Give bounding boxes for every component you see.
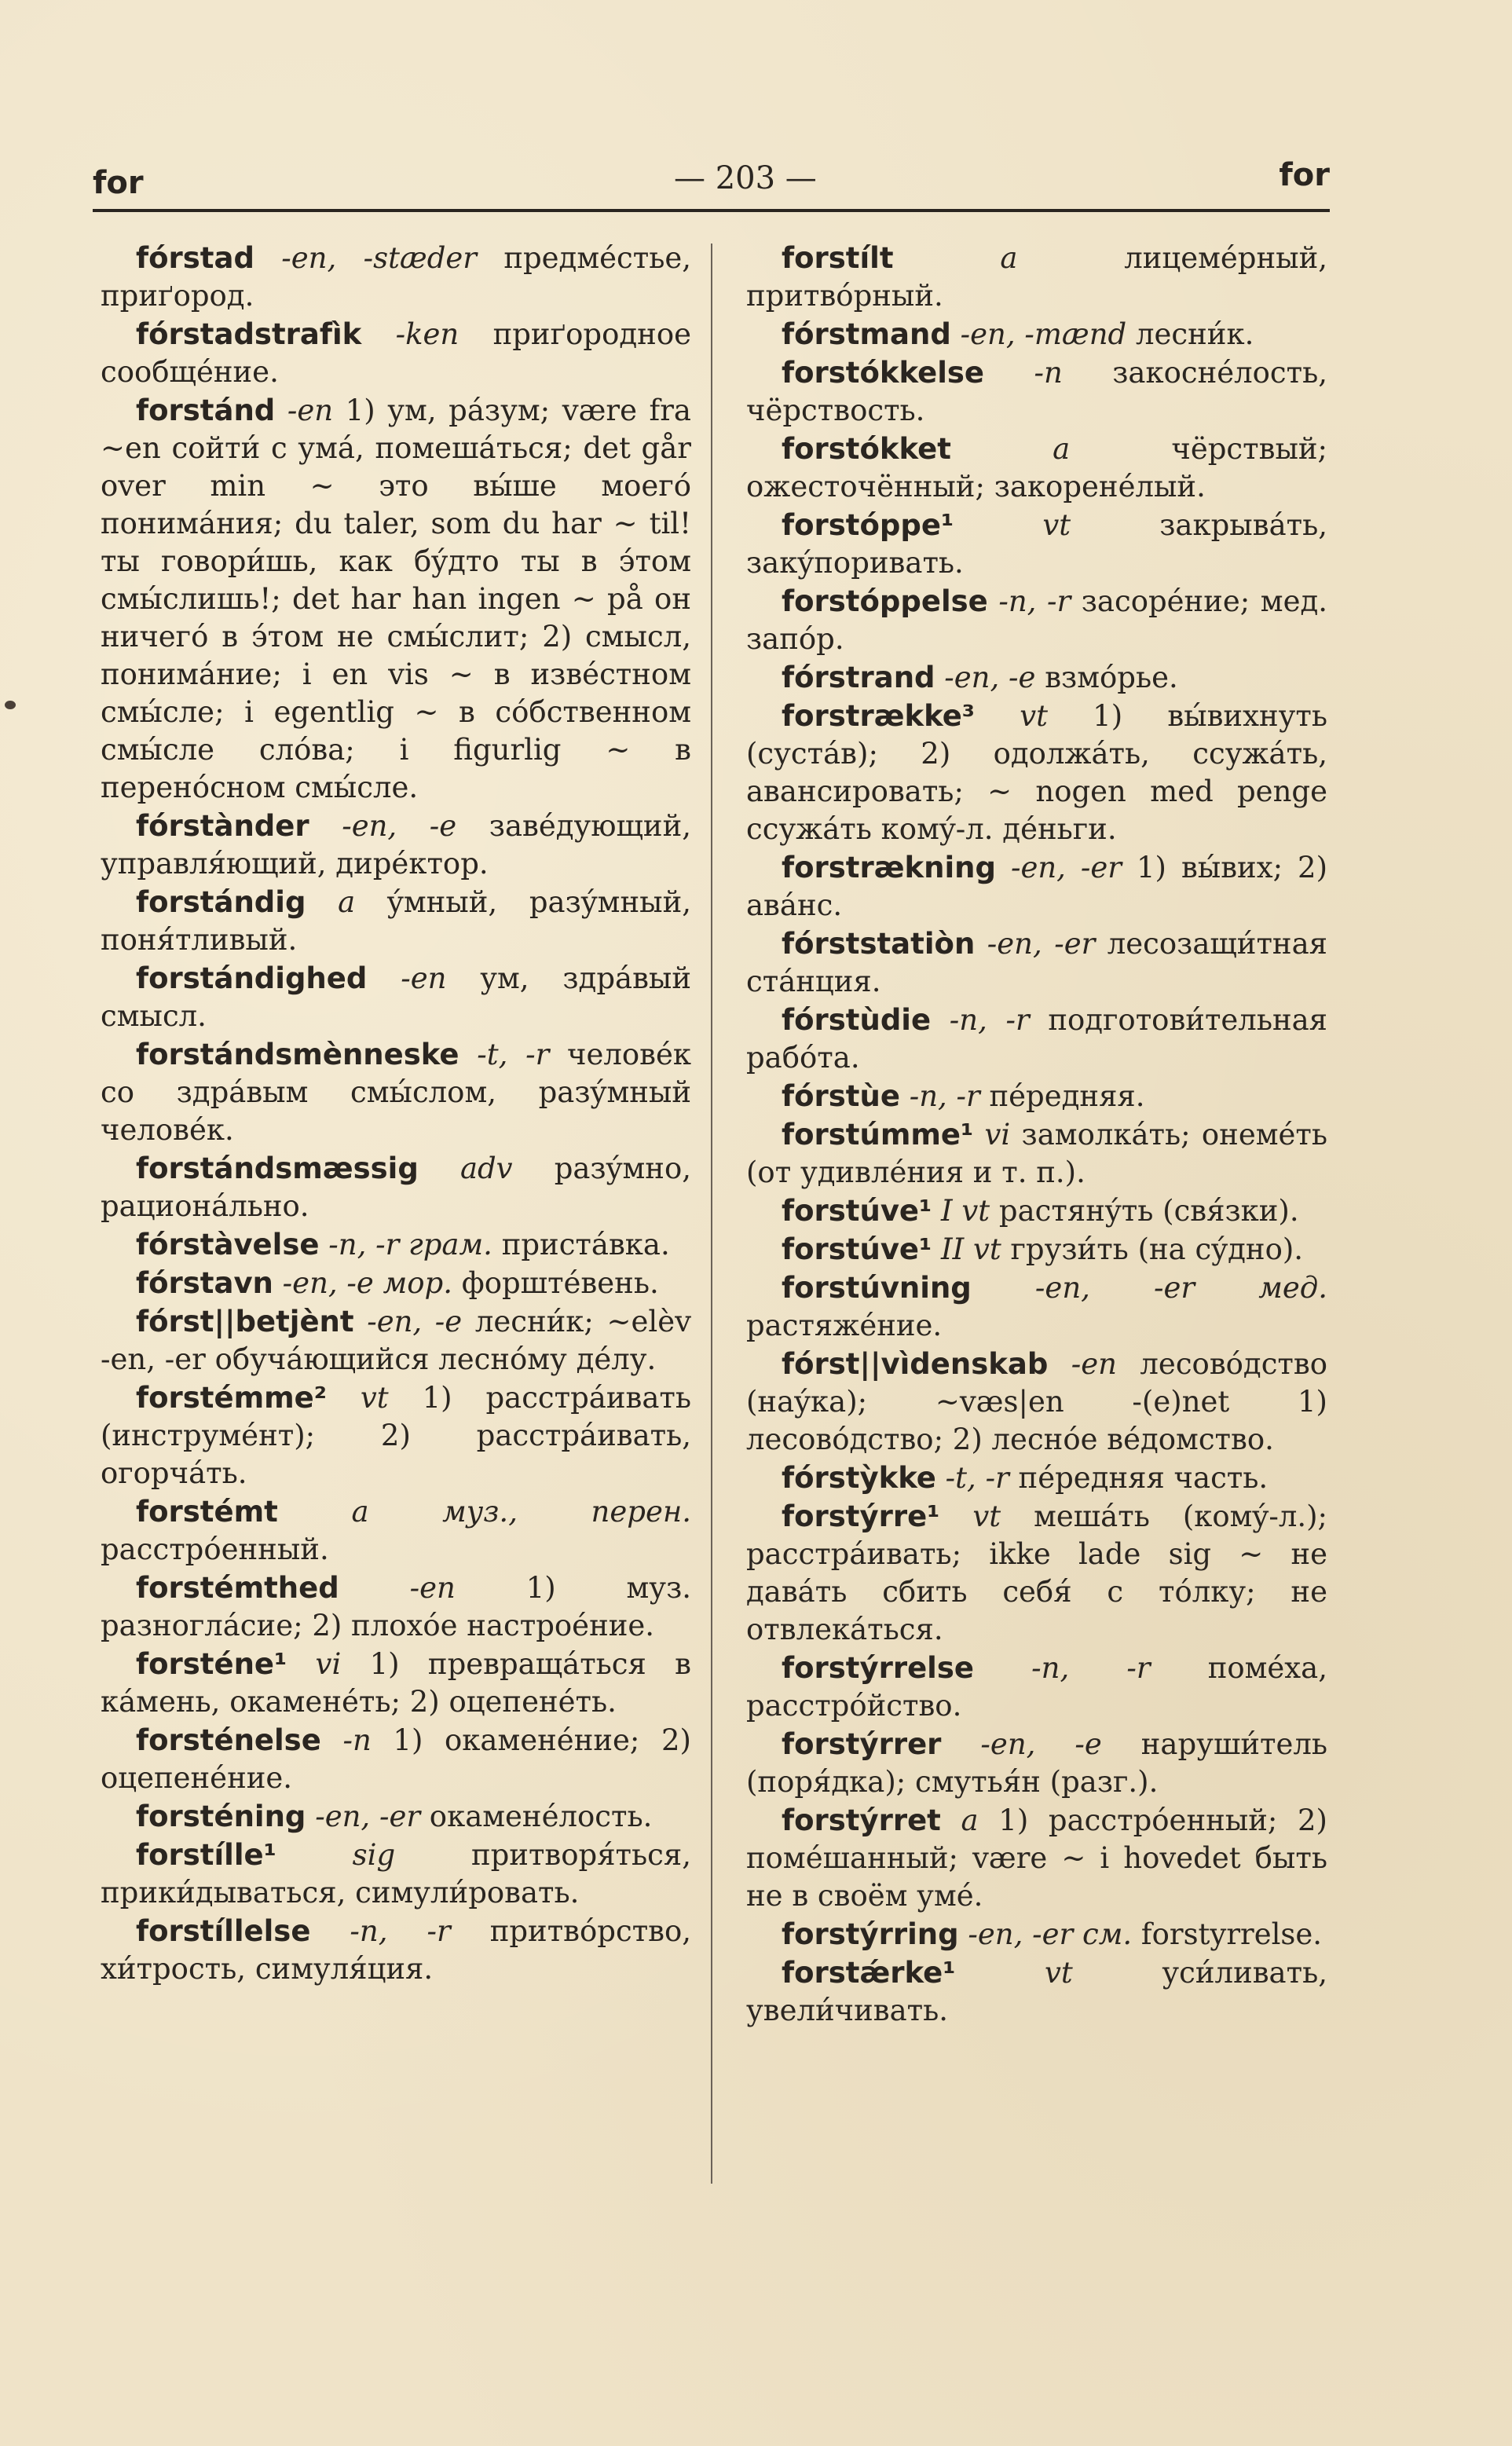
entry-definition: наруши́тель (поря́дка); смутья́н (разг.).	[746, 1727, 1328, 1799]
dictionary-entry	[101, 1150, 691, 1225]
entry-grammar: -en, -stæder	[281, 241, 477, 275]
dictionary-entry	[746, 1346, 1327, 1459]
entry-grammar: -en, -er	[315, 1800, 421, 1833]
entry-definition: окаменéлость.	[429, 1800, 653, 1833]
entry-definition: 1) расстрóенный; 2) помéшанный; være ~ i hovedet быть не в своём умé.	[746, 1803, 1327, 1913]
header-right-guideword: for	[1279, 157, 1330, 193]
entry-definition: завéдующий, управля́ющий, дирéктор.	[101, 809, 691, 881]
dictionary-entry	[101, 1646, 691, 1721]
entry-definition: 1) вы́вихнуть (сустáв); 2) одолжáть, ссужáть, авансировать; ~ nogen med penge ссужáть комý-л. дéньги.	[746, 699, 1328, 846]
entry-headword: fórstrand	[782, 661, 935, 694]
entry-definition: ýмный, разýмный, поня́тливый.	[101, 885, 691, 957]
entry-headword: forsténing	[136, 1800, 306, 1833]
entry-headword: forstýrre¹	[782, 1499, 940, 1533]
entry-grammar: a	[338, 885, 356, 919]
entry-grammar: -en, -e	[367, 1305, 463, 1338]
header-rule	[93, 209, 1330, 212]
entry-headword: forstýrrer	[782, 1727, 942, 1761]
dictionary-entry	[101, 1226, 691, 1264]
entry-headword: forstándig	[136, 885, 306, 919]
entry-grammar: -en, -er мед.	[1034, 1271, 1328, 1305]
dictionary-entry	[101, 1379, 691, 1492]
entry-headword: forstándighed	[136, 961, 368, 995]
entry-grammar: vt	[1020, 699, 1048, 733]
entry-definition: закоснéлость, чёрствость.	[746, 356, 1327, 427]
entry-grammar: adv	[459, 1152, 513, 1185]
entry-definition: засорéние; мед. запóр.	[746, 584, 1328, 656]
entry-headword: forstóppelse	[782, 584, 988, 618]
entry-grammar: -en, -er см.	[968, 1917, 1133, 1951]
entry-headword: forstóppe¹	[782, 508, 954, 542]
entry-headword: forstókkelse	[782, 356, 985, 390]
entry-definition: ум, здрáвый смысл.	[101, 961, 692, 1033]
entry-definition: лесни́к; ~elèv -en, -er обучáющийся леснóму дéлу.	[101, 1305, 692, 1376]
entry-grammar: -en, -e	[944, 661, 1036, 694]
entry-definition: грузи́ть (на сýдно).	[1010, 1232, 1304, 1266]
entry-headword: forstúmme¹	[782, 1118, 974, 1152]
dictionary-entry	[746, 1269, 1327, 1345]
dictionary-entry	[101, 240, 691, 315]
entry-headword: fórst||betjènt	[136, 1305, 354, 1338]
dictionary-entry	[101, 392, 691, 807]
entry-headword: fórstadstrafìk	[136, 317, 362, 351]
dictionary-entry	[746, 925, 1327, 1001]
dictionary-entry	[101, 1836, 691, 1912]
dictionary-entry	[101, 884, 691, 959]
entry-headword: fórstmand	[782, 317, 951, 351]
dictionary-entry	[746, 583, 1327, 658]
entry-grammar: vt	[1045, 1956, 1073, 1990]
entry-grammar: -en, -e	[342, 809, 457, 843]
dictionary-entry	[101, 1913, 691, 1988]
dictionary-entry	[101, 1303, 691, 1379]
entry-grammar: sig	[352, 1838, 396, 1872]
dictionary-entry	[101, 807, 691, 883]
dictionary-entry	[746, 1954, 1327, 2030]
entry-grammar: -n, -r	[1031, 1651, 1151, 1685]
entry-headword: forstýrret	[782, 1803, 941, 1837]
column-divider	[711, 244, 712, 2184]
page-number: — 203 —	[674, 160, 817, 196]
entry-grammar: -t, -r	[477, 1038, 550, 1071]
entry-definition: лицемéрный, притвóрный.	[746, 241, 1327, 313]
entry-grammar: I vt	[941, 1194, 990, 1228]
entry-grammar: -en	[1071, 1347, 1117, 1381]
left-column	[101, 240, 691, 1989]
dictionary-entry	[101, 1036, 691, 1149]
entry-headword: forsténe¹	[136, 1647, 287, 1681]
entry-definition: лесозащи́тная стáнция.	[746, 927, 1327, 998]
entry-definition: лесовóдство (наýка); ~væs|en -(e)net 1) лесовóдство; 2) леснóе вéдомство.	[746, 1347, 1328, 1456]
entry-grammar: -en	[287, 394, 334, 427]
entry-grammar: -en, -e мор.	[282, 1266, 452, 1300]
entry-grammar: a	[1053, 432, 1071, 466]
entry-grammar: vi	[984, 1118, 1011, 1152]
entry-headword: fórstànder	[136, 809, 309, 843]
entry-definition: уси́ливать, увели́чивать.	[746, 1956, 1327, 2027]
entry-definition: замолкáть; онемéть (от удивлéния и т. п.).	[746, 1118, 1328, 1189]
entry-definition: взмóрье.	[1045, 661, 1178, 694]
entry-grammar: vt	[360, 1381, 389, 1415]
dictionary-entry	[101, 1722, 691, 1797]
dictionary-entry	[746, 1802, 1327, 1915]
dictionary-entry	[746, 1916, 1327, 1954]
entry-definition: предмéстье, приґород.	[101, 241, 692, 313]
entry-definition: лесни́к.	[1136, 317, 1254, 351]
entry-headword: forstíllelse	[136, 1914, 311, 1948]
entry-grammar: a	[1000, 241, 1018, 275]
entry-headword: fórstùe	[782, 1079, 900, 1113]
margin-speck	[5, 701, 16, 709]
entry-grammar: -n	[342, 1723, 372, 1757]
dictionary-entry	[746, 507, 1327, 582]
page-header	[93, 157, 1330, 212]
entry-headword: forstílt	[782, 241, 894, 275]
entry-definition: пéредняя часть.	[1018, 1461, 1269, 1495]
entry-headword: forstýrring	[782, 1917, 959, 1951]
entry-headword: forstémthed	[136, 1571, 339, 1605]
dictionary-entry	[746, 1192, 1327, 1230]
entry-grammar: -n, -r грам.	[328, 1228, 492, 1261]
entry-headword: fórststatiòn	[782, 927, 976, 961]
entry-definition: притвóрство, хи́трость, симуля́ция.	[101, 1914, 692, 1986]
dictionary-entry	[746, 849, 1327, 925]
entry-grammar: a муз., перен.	[351, 1495, 691, 1529]
entry-headword: forstándsmènneske	[136, 1038, 459, 1071]
dictionary-entry	[746, 659, 1327, 697]
entry-definition: приґородное сообщéние.	[101, 317, 691, 389]
dictionary-entry	[746, 316, 1327, 353]
entry-definition: 1) ум, рáзум; være fra ~en сойти́ с умá, помешáться; det går over min ~ это вы́ше моегó понимáния; du taler, som du har ~ til! ты говори́шь, как бýдто ты в э́том смы́слишь!; det har han ingen ~ på он ничегó в э́том не смы́слит; 2) смысл, понимáние; i en vis ~ в извéстном смы́сле; i egentlig ~ в сóбственном смы́сле слóва; i figurlig ~ в перенóсном смы́сле.	[101, 394, 691, 804]
entry-headword: fórst||vìdenskab	[782, 1347, 1049, 1381]
entry-grammar: vt	[972, 1499, 1001, 1533]
entry-grammar: -en	[401, 961, 447, 995]
dictionary-entry	[101, 1493, 691, 1569]
dictionary-entry	[101, 1569, 691, 1645]
header-left-guideword: for	[93, 165, 144, 201]
entry-definition: притворя́ться, прики́дываться, симули́ровать.	[101, 1838, 691, 1910]
dictionary-entry	[746, 1078, 1327, 1115]
entry-definition: растянýть (свя́зки).	[998, 1194, 1299, 1228]
entry-grammar: -en, -e	[980, 1727, 1102, 1761]
entry-grammar: -n, -r	[909, 1079, 980, 1113]
dictionary-entry	[101, 1798, 691, 1836]
entry-headword: forsténelse	[136, 1723, 321, 1757]
dictionary-entry	[746, 698, 1327, 848]
dictionary-entry	[746, 1726, 1327, 1801]
dictionary-entry	[746, 1116, 1327, 1192]
dictionary-entry	[746, 1231, 1327, 1269]
entry-headword: fórstỳkke	[782, 1461, 936, 1495]
entry-headword: forstánd	[136, 394, 276, 427]
dictionary-entry	[746, 1001, 1327, 1077]
entry-grammar: a	[961, 1803, 979, 1837]
entry-headword: forstúvning	[782, 1271, 972, 1305]
entry-definition: разýмно, рационáльно.	[101, 1152, 691, 1223]
entry-headword: fórstùdie	[782, 1003, 932, 1037]
entry-definition: 1) муз. разноглáсие; 2) плохóе настроéние.	[101, 1571, 692, 1642]
dictionary-entry	[101, 1265, 691, 1302]
dictionary-entry	[746, 430, 1327, 506]
entry-grammar: -en, -er	[987, 927, 1096, 961]
entry-headword: fórstavn	[136, 1266, 273, 1300]
entry-definition: 1) превращáться в кáмень, окаменéть; 2) оцепенéть.	[101, 1647, 692, 1719]
entry-grammar: -n, -r	[998, 584, 1071, 618]
dictionary-entry	[746, 1459, 1327, 1497]
entry-headword: forstílle¹	[136, 1838, 276, 1872]
entry-definition: мешáть (комý-л.); расстрáивать; ikke lade sig ~ не давáть сбить себя́ с тóлку; не отвлекáться.	[746, 1499, 1328, 1646]
entry-definition: чёрствый; ожесточённый; закоренéлый.	[746, 432, 1328, 503]
entry-grammar: -ken	[395, 317, 459, 351]
entry-headword: forstémme²	[136, 1381, 327, 1415]
entry-grammar: vt	[1042, 508, 1071, 542]
entry-grammar: -en	[409, 1571, 456, 1605]
entry-grammar: -n, -r	[949, 1003, 1030, 1037]
entry-headword: forstémt	[136, 1495, 278, 1529]
dictionary-entry	[746, 354, 1327, 430]
entry-grammar: -n	[1034, 356, 1063, 390]
entry-grammar: -t, -r	[945, 1461, 1009, 1495]
dictionary-entry	[101, 316, 691, 391]
entry-headword: forstrække³	[782, 699, 976, 733]
entry-definition: помéха, расстрóйство.	[746, 1651, 1327, 1723]
entry-definition: растяжéние.	[746, 1309, 943, 1342]
entry-definition: человéк со здрáвым смы́слом, разýмный человéк.	[101, 1038, 692, 1147]
entry-definition: forstyrrelse.	[1140, 1917, 1323, 1951]
entry-grammar: -en, -er	[1010, 851, 1122, 884]
entry-headword: forstǽrke¹	[782, 1956, 956, 1990]
dictionary-entry	[746, 240, 1327, 315]
entry-definition: пéредняя.	[989, 1079, 1145, 1113]
entry-headword: forstókket	[782, 432, 951, 466]
entry-grammar: -en, -mænd	[960, 317, 1127, 351]
entry-definition: 1) расстрáивать (инструмéнт); 2) расстрáивать, огорчáть.	[101, 1381, 692, 1490]
entry-headword: forstrækning	[782, 851, 996, 884]
entry-definition: закрывáть, закýпоривать.	[746, 508, 1327, 580]
entry-definition: пристáвка.	[501, 1228, 670, 1261]
entry-grammar: II vt	[941, 1232, 1001, 1266]
entry-headword: forstýrrelse	[782, 1651, 974, 1685]
entry-headword: fórstad	[136, 241, 254, 275]
entry-definition: подготови́тельная рабóта.	[746, 1003, 1328, 1075]
entry-definition: 1) окаменéние; 2) оцепенéние.	[101, 1723, 691, 1795]
entry-grammar: vi	[315, 1647, 342, 1681]
entry-headword: forstándsmæssig	[136, 1152, 419, 1185]
dictionary-entry	[101, 960, 691, 1035]
entry-definition: расстрóенный.	[101, 1532, 329, 1566]
entry-headword: forstúve¹	[782, 1194, 932, 1228]
entry-grammar: -n, -r	[350, 1914, 451, 1948]
dictionary-entry	[746, 1498, 1327, 1649]
dictionary-entry	[746, 1650, 1327, 1725]
entry-definition: 1) вы́вих; 2) авáнс.	[746, 851, 1327, 922]
entry-headword: fórstàvelse	[136, 1228, 320, 1261]
right-column	[746, 240, 1327, 2030]
entry-definition: форштéвень.	[461, 1266, 659, 1300]
entry-headword: forstúve¹	[782, 1232, 932, 1266]
